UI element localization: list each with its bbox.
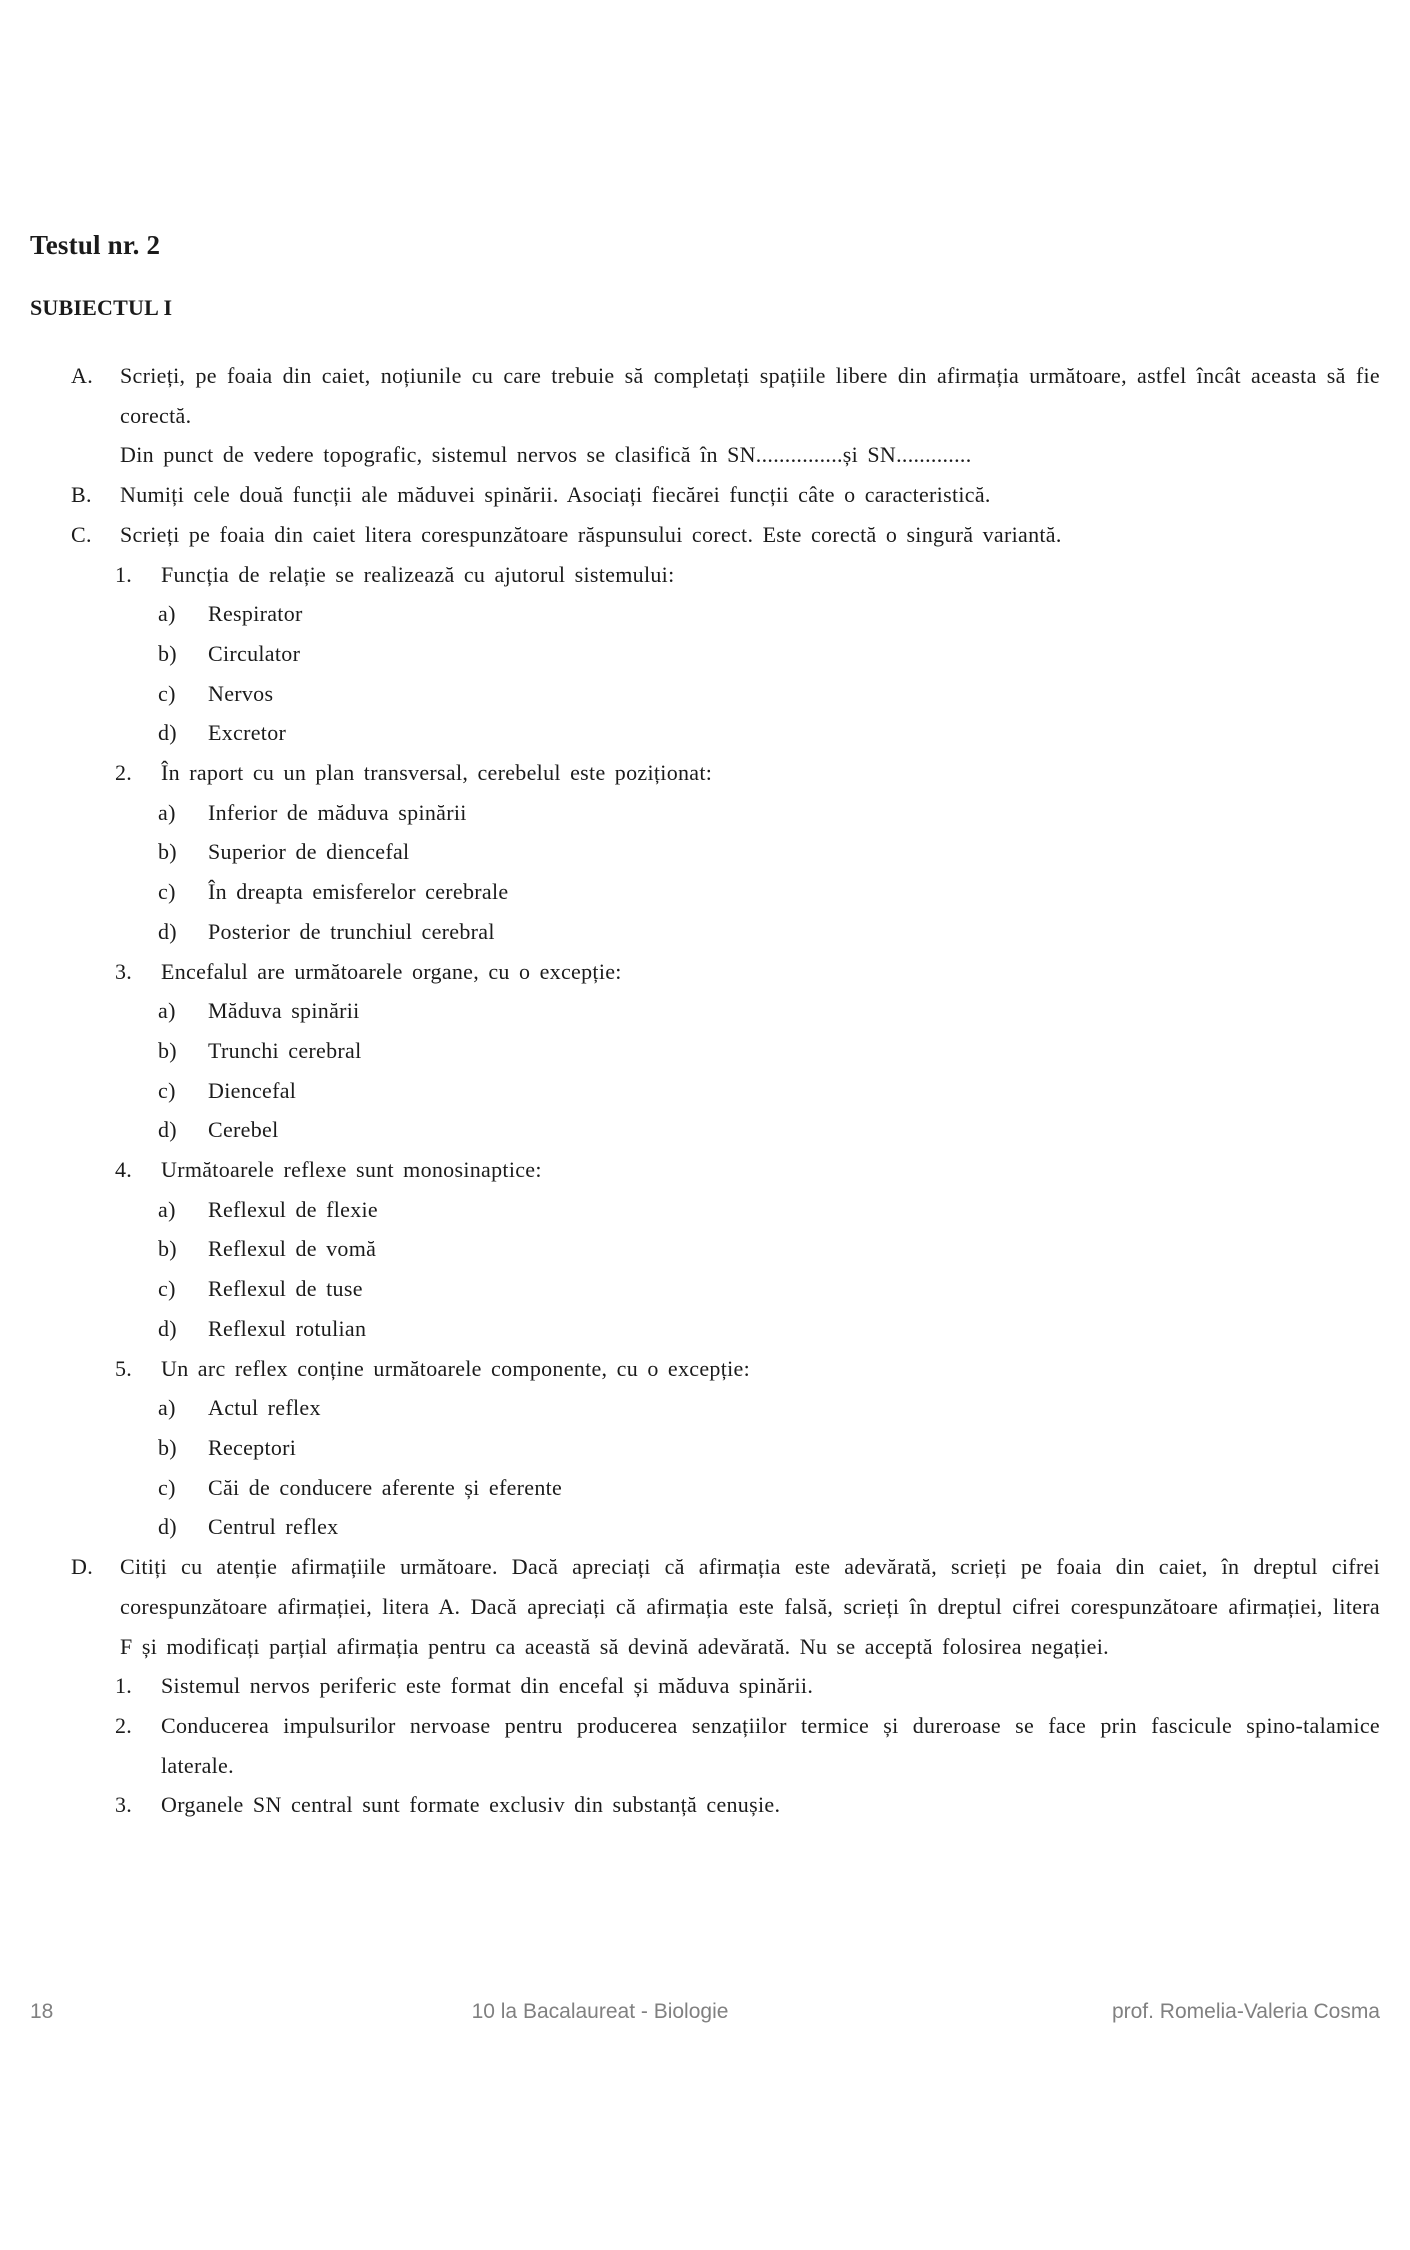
option-letter: d) bbox=[158, 1514, 177, 1540]
option bbox=[30, 674, 1380, 714]
item-d-paragraph bbox=[30, 1547, 1380, 1666]
item-a-text: Scrieți, pe foaia din caiet, noțiunile cu care trebuie să completați spațiile libere din afirmația următoare, astfel încât aceasta să fie corectă. bbox=[120, 363, 1380, 428]
option-text: Actul reflex bbox=[208, 1395, 321, 1421]
option-letter: d) bbox=[158, 1117, 177, 1143]
statement-text: Organele SN central sunt formate exclusiv din substanță cenușie. bbox=[161, 1792, 781, 1818]
option-text: Superior de diencefal bbox=[208, 839, 410, 865]
item-b-label: B. bbox=[71, 482, 92, 508]
item-c-text: Scrieți pe foaia din caiet litera corespunzătoare răspunsului corect. Este corectă o singură variantă. bbox=[120, 521, 1062, 547]
option-letter: b) bbox=[158, 839, 177, 865]
statement-text: Conducerea impulsurilor nervoase pentru producerea senzațiilor termice și dureroase se face prin fascicule spino-talamice laterale. bbox=[161, 1712, 1380, 1778]
question-block bbox=[30, 1150, 1380, 1349]
question-line bbox=[30, 753, 1380, 793]
question-text: Următoarele reflexe sunt monosinaptice: bbox=[161, 1157, 542, 1183]
option bbox=[30, 991, 1380, 1031]
item-c-paragraph bbox=[30, 515, 1380, 555]
option-letter: b) bbox=[158, 1037, 177, 1063]
option-letter: d) bbox=[158, 918, 177, 944]
item-d-label: D. bbox=[71, 1554, 93, 1580]
option-letter: a) bbox=[158, 1196, 176, 1222]
option-text: Circulator bbox=[208, 640, 301, 666]
option-text: Nervos bbox=[208, 680, 274, 706]
statement-number: 2. bbox=[115, 1712, 133, 1738]
item-b bbox=[30, 475, 1380, 515]
option bbox=[30, 1468, 1380, 1508]
fill-in-line bbox=[30, 435, 1380, 475]
item-c bbox=[30, 515, 1380, 1547]
option bbox=[30, 594, 1380, 634]
item-d-text: Citiți cu atenție afirmațiile următoare. Dacă apreciați că afirmația este adevărată, scrieți pe foaia din caiet, în dreptul cifrei corespunzătoare afirmației, litera A. Dacă apreciați că afirmația este falsă, scrieți în dreptul cifrei corespunzătoare afirmației, litera F și modificați parțial afirmația pentru ca această să devină adevărată. Nu se acceptă folosirea negației. bbox=[120, 1554, 1380, 1659]
option bbox=[30, 1507, 1380, 1547]
footer-page-number: 18 bbox=[30, 2000, 54, 2023]
option-text: Diencefal bbox=[208, 1077, 297, 1103]
option-text: În dreapta emisferelor cerebrale bbox=[208, 879, 509, 905]
option-text: Măduva spinării bbox=[208, 998, 360, 1024]
option bbox=[30, 1190, 1380, 1230]
item-a-paragraph bbox=[30, 356, 1380, 435]
question-line bbox=[30, 555, 1380, 595]
question-number: 3. bbox=[115, 958, 133, 984]
option bbox=[30, 1229, 1380, 1269]
page-footer bbox=[0, 1999, 1410, 2029]
option-letter: a) bbox=[158, 799, 176, 825]
option bbox=[30, 1031, 1380, 1071]
page-title: Testul nr. 2 bbox=[30, 230, 161, 260]
option-letter: b) bbox=[158, 1236, 177, 1262]
statement bbox=[30, 1785, 1380, 1825]
statement bbox=[30, 1666, 1380, 1706]
question-block bbox=[30, 1349, 1380, 1548]
option bbox=[30, 793, 1380, 833]
page-content bbox=[30, 229, 1380, 1825]
statement-number: 1. bbox=[115, 1673, 133, 1699]
option-text: Reflexul de flexie bbox=[208, 1196, 378, 1222]
option-letter: c) bbox=[158, 680, 176, 706]
option-text: Reflexul de vomă bbox=[208, 1236, 377, 1262]
statement-text: Sistemul nervos periferic este format din encefal și măduva spinării. bbox=[161, 1673, 814, 1699]
statement-number: 3. bbox=[115, 1792, 133, 1818]
footer-book-title: 10 la Bacalaureat - Biologie bbox=[471, 2000, 729, 2023]
subject-heading: SUBIECTUL I bbox=[30, 295, 173, 320]
question-text: În raport cu un plan transversal, cerebelul este poziționat: bbox=[161, 760, 713, 786]
item-b-text: Numiți cele două funcții ale măduvei spinării. Asociați fiecărei funcții câte o caracteristică. bbox=[120, 482, 991, 508]
question-number: 5. bbox=[115, 1355, 133, 1381]
option-letter: c) bbox=[158, 879, 176, 905]
question-number: 1. bbox=[115, 561, 133, 587]
option-text: Centrul reflex bbox=[208, 1514, 339, 1540]
option bbox=[30, 1269, 1380, 1309]
question-text: Un arc reflex conține următoarele componente, cu o excepție: bbox=[161, 1355, 751, 1381]
test-body bbox=[30, 356, 1380, 1825]
question-line bbox=[30, 1349, 1380, 1389]
option-text: Reflexul rotulian bbox=[208, 1315, 367, 1341]
option bbox=[30, 1071, 1380, 1111]
option-text: Receptori bbox=[208, 1434, 297, 1460]
option-text: Reflexul de tuse bbox=[208, 1276, 363, 1302]
option bbox=[30, 872, 1380, 912]
statement bbox=[30, 1706, 1380, 1785]
question-line bbox=[30, 952, 1380, 992]
option-text: Excretor bbox=[208, 720, 287, 746]
question-text: Encefalul are următoarele organe, cu o excepție: bbox=[161, 958, 622, 984]
option bbox=[30, 1388, 1380, 1428]
option-text: Trunchi cerebral bbox=[208, 1037, 362, 1063]
option bbox=[30, 634, 1380, 674]
option-text: Cerebel bbox=[208, 1117, 279, 1143]
option-letter: a) bbox=[158, 1395, 176, 1421]
question-block bbox=[30, 555, 1380, 754]
option-letter: c) bbox=[158, 1077, 176, 1103]
question-number: 2. bbox=[115, 760, 133, 786]
item-a bbox=[30, 356, 1380, 475]
option bbox=[30, 1110, 1380, 1150]
question-block bbox=[30, 952, 1380, 1151]
option bbox=[30, 1309, 1380, 1349]
option-letter: c) bbox=[158, 1276, 176, 1302]
option-text: Căi de conducere aferente și eferente bbox=[208, 1474, 563, 1500]
option bbox=[30, 912, 1380, 952]
question-block bbox=[30, 753, 1380, 952]
option-letter: a) bbox=[158, 998, 176, 1024]
footer-author: prof. Romelia-Valeria Cosma bbox=[1111, 2000, 1380, 2023]
item-d bbox=[30, 1547, 1380, 1825]
question-text: Funcția de relație se realizează cu ajutorul sistemului: bbox=[161, 561, 675, 587]
item-c-label: C. bbox=[71, 521, 92, 547]
item-a-label: A. bbox=[71, 363, 93, 388]
option bbox=[30, 713, 1380, 753]
option-letter: b) bbox=[158, 640, 177, 666]
option-text: Respirator bbox=[208, 601, 303, 627]
item-b-paragraph bbox=[30, 475, 1380, 515]
option-text: Posterior de trunchiul cerebral bbox=[208, 918, 495, 944]
option-letter: b) bbox=[158, 1434, 177, 1460]
fill-in-text: Din punct de vedere topografic, sistemul nervos se clasifică în SN...............și SN............. bbox=[120, 442, 972, 468]
option bbox=[30, 1428, 1380, 1468]
option-letter: a) bbox=[158, 601, 176, 627]
option bbox=[30, 832, 1380, 872]
option-letter: c) bbox=[158, 1474, 176, 1500]
option-text: Inferior de măduva spinării bbox=[208, 799, 467, 825]
option-letter: d) bbox=[158, 720, 177, 746]
option-letter: d) bbox=[158, 1315, 177, 1341]
question-line bbox=[30, 1150, 1380, 1190]
question-number: 4. bbox=[115, 1157, 133, 1183]
